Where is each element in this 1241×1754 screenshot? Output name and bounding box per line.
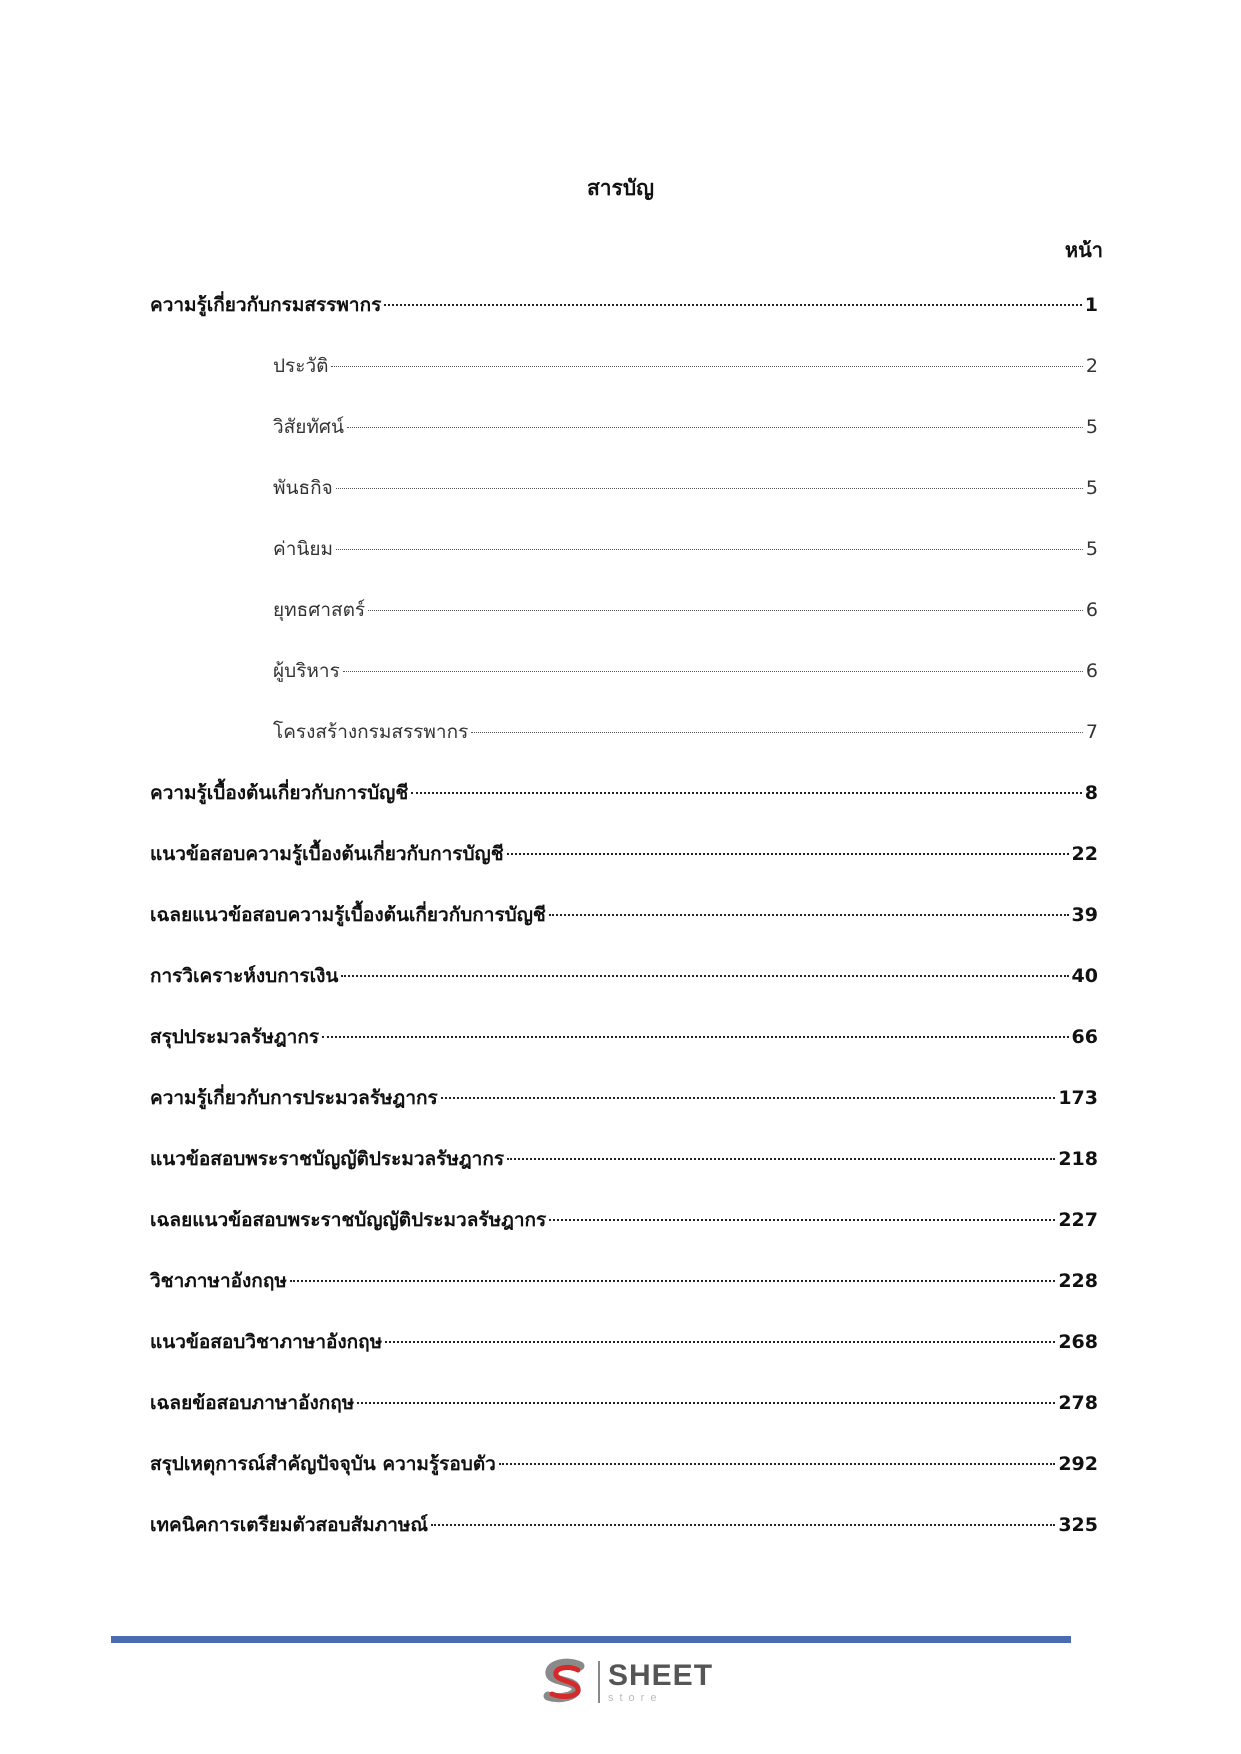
dot-leader [343,671,1083,672]
sheet-store-s-logo-icon [540,1658,590,1706]
toc-entry-label: โครงสร้างกรมสรรพากร [273,721,469,743]
toc-subentry[interactable] [150,534,1098,595]
logo-subtext: store [608,1691,663,1704]
dot-leader [322,1036,1069,1038]
toc-entry-label: ความรู้เกี่ยวกับกรมสรรพากร [150,294,382,316]
toc-subentry[interactable] [150,412,1098,473]
toc-entry-page-number: 1 [1084,294,1098,316]
dot-leader [431,1524,1055,1526]
dot-leader [549,914,1069,916]
toc-entry[interactable] [150,1083,1098,1144]
dot-leader [341,975,1068,977]
dot-leader [336,549,1083,550]
logo-divider [598,1661,600,1703]
toc-entry-label: ผู้บริหาร [273,660,340,682]
toc-entry[interactable] [150,778,1098,839]
toc-entry-page-number: 6 [1085,599,1098,621]
toc-entry-page-number: 8 [1084,782,1098,804]
toc-entry-page-number: 228 [1058,1270,1098,1292]
toc-entry-label: วิสัยทัศน์ [273,416,344,438]
toc-entry-label: เฉลยข้อสอบภาษาอังกฤษ [150,1392,355,1414]
toc-subentry[interactable] [150,717,1098,778]
dot-leader [471,732,1083,733]
toc-entry-page-number: 22 [1071,843,1098,865]
toc-entry-page-number: 268 [1058,1331,1098,1353]
dot-leader [411,792,1082,794]
toc-entry[interactable] [150,290,1098,351]
toc-subentry[interactable] [150,595,1098,656]
toc-entry-label: ความรู้เบื้องต้นเกี่ยวกับการบัญชี [150,782,409,804]
toc-entry-page-number: 292 [1058,1453,1098,1475]
dot-leader [499,1463,1055,1465]
toc-entry-page-number: 6 [1085,660,1098,682]
toc-entry-page-number: 218 [1058,1148,1098,1170]
toc-subentry[interactable] [150,473,1098,534]
table-of-contents [150,290,1098,1571]
toc-entry-page-number: 2 [1085,355,1098,377]
toc-entry-page-number: 66 [1071,1026,1098,1048]
toc-entry-page-number: 173 [1058,1087,1098,1109]
dot-leader [507,853,1069,855]
footer-logo [540,1658,713,1706]
toc-entry[interactable] [150,900,1098,961]
page-title: สารบัญ [586,176,655,200]
toc-entry[interactable] [150,1022,1098,1083]
toc-entry-label: วิชาภาษาอังกฤษ [150,1270,287,1292]
toc-entry-label: เฉลยแนวข้อสอบพระราชบัญญัติประมวลรัษฎากร [150,1209,547,1231]
dot-leader [347,427,1083,428]
toc-entry-label: สรุปเหตุการณ์สำคัญปัจจุบัน ความรู้รอบตัว [150,1453,496,1475]
toc-entry[interactable] [150,1388,1098,1449]
toc-entry-label: พันธกิจ [273,477,333,499]
toc-entry-page-number: 5 [1085,477,1098,499]
toc-entry-label: สรุปประมวลรัษฎากร [150,1026,320,1048]
toc-entry-label: การวิเคราะห์งบการเงิน [150,965,339,987]
toc-entry-page-number: 39 [1071,904,1098,926]
dot-leader [507,1158,1055,1160]
toc-entry-label: ความรู้เกี่ยวกับการประมวลรัษฎากร [150,1087,438,1109]
toc-entry-label: ยุทธศาสตร์ [273,599,366,621]
toc-entry-page-number: 227 [1058,1209,1098,1231]
toc-entry-page-number: 7 [1085,721,1098,743]
toc-entry-label: เทคนิคการเตรียมตัวสอบสัมภาษณ์ [150,1514,429,1536]
dot-leader [549,1219,1055,1221]
dot-leader [357,1402,1055,1404]
toc-entry[interactable] [150,1205,1098,1266]
toc-entry-page-number: 278 [1058,1392,1098,1414]
footer-divider [111,1636,1071,1643]
dot-leader [336,488,1083,489]
toc-entry[interactable] [150,1144,1098,1205]
toc-entry[interactable] [150,1327,1098,1388]
toc-entry-label: ค่านิยม [273,538,334,560]
toc-entry[interactable] [150,839,1098,900]
toc-entry-page-number: 325 [1058,1514,1098,1536]
toc-subentry[interactable] [150,351,1098,412]
toc-entry[interactable] [150,1266,1098,1327]
toc-entry-label: แนวข้อสอบวิชาภาษาอังกฤษ [150,1331,383,1353]
toc-entry[interactable] [150,1510,1098,1571]
toc-entry[interactable] [150,1449,1098,1510]
toc-entry[interactable] [150,961,1098,1022]
toc-entry-label: แนวข้อสอบพระราชบัญญัติประมวลรัษฎากร [150,1148,505,1170]
toc-entry-page-number: 5 [1085,538,1098,560]
toc-subentry[interactable] [150,656,1098,717]
toc-entry-page-number: 5 [1085,416,1098,438]
toc-entry-page-number: 40 [1071,965,1098,987]
dot-leader [331,366,1082,367]
toc-entry-label: เฉลยแนวข้อสอบความรู้เบื้องต้นเกี่ยวกับการบัญชี [150,904,546,926]
dot-leader [384,304,1081,306]
dot-leader [368,610,1083,611]
dot-leader [290,1280,1055,1282]
dot-leader [441,1097,1056,1099]
page-column-header: หน้า [1064,238,1103,262]
dot-leader [385,1341,1055,1343]
toc-entry-label: แนวข้อสอบความรู้เบื้องต้นเกี่ยวกับการบัญชี [150,843,504,865]
logo-wordmark: SHEET [608,1658,714,1692]
toc-entry-label: ประวัติ [273,355,329,377]
